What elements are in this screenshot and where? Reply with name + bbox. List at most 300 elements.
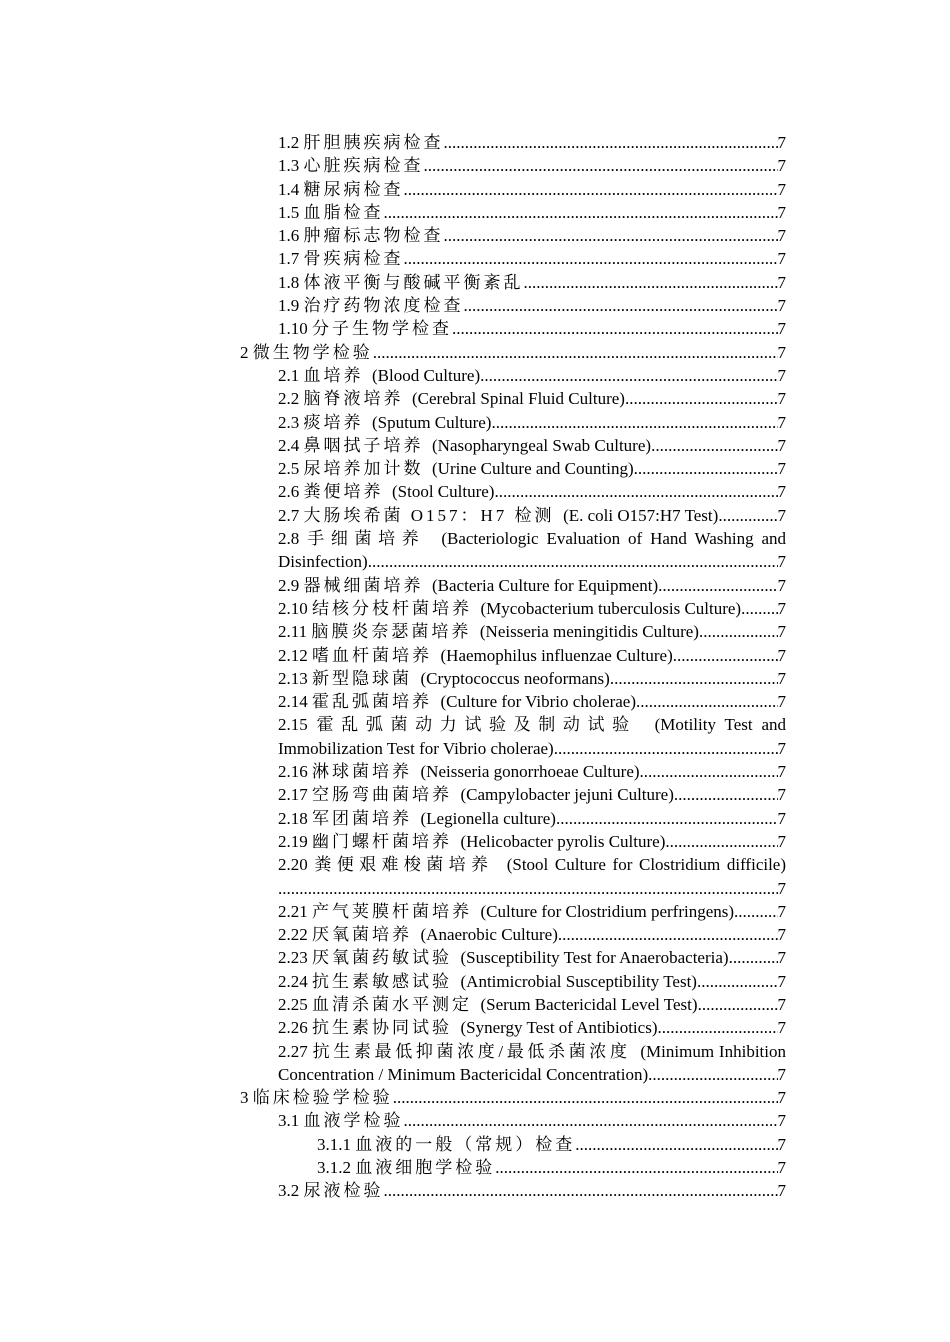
- entry-number: 2.17: [278, 785, 312, 805]
- entry-number: 2.27: [278, 1041, 313, 1061]
- entry-title-en: (Haemophilus influenzae Culture): [440, 645, 673, 665]
- entry-title: [240, 1086, 393, 1109]
- toc-entry[interactable]: [278, 1109, 786, 1132]
- toc-entry[interactable]: [278, 387, 786, 410]
- entry-title-en: (Cryptococcus neoformans): [420, 668, 610, 688]
- toc-entry[interactable]: [278, 364, 786, 387]
- dot-leader: [665, 830, 777, 853]
- page-number[interactable]: 7: [777, 785, 786, 805]
- dot-leader: [741, 597, 777, 620]
- entry-number: 2.24: [278, 971, 312, 991]
- entry-row: [278, 224, 786, 247]
- toc-entry[interactable]: [278, 923, 786, 946]
- entry-row: [240, 341, 786, 364]
- entry-title: [278, 574, 658, 597]
- toc-entry[interactable]: [278, 434, 786, 457]
- entry-title: [278, 387, 625, 410]
- entry-title: [278, 178, 404, 201]
- dot-leader: [464, 294, 778, 317]
- entry-title-cn: 霍乱弧菌培养: [312, 692, 432, 712]
- dot-leader: [494, 480, 777, 503]
- entry-number: 2.13: [278, 668, 312, 688]
- entry-title: [278, 1109, 404, 1132]
- entry-title: [278, 504, 718, 527]
- entry-title-en: (Susceptibility Test for Anaerobacteria): [460, 948, 729, 968]
- entry-title: [278, 364, 480, 387]
- entry-row: [278, 644, 786, 667]
- toc-entry[interactable]: [278, 527, 786, 574]
- toc-entry[interactable]: [278, 411, 786, 434]
- dot-leader: [610, 667, 778, 690]
- toc-entry[interactable]: [278, 1179, 786, 1202]
- entry-title: [278, 1016, 657, 1039]
- entry-row: [278, 154, 786, 177]
- entry-title-en-cont: Concentration / Minimum Bactericidal Concentration): [278, 1064, 649, 1084]
- toc-entry[interactable]: [278, 853, 786, 900]
- entry-number: 1.8: [278, 272, 304, 292]
- entry-title-cn: 粪便艰难梭菌培养: [314, 855, 494, 875]
- entry-title: [278, 970, 697, 993]
- entry-number: 2.23: [278, 948, 312, 968]
- page-number[interactable]: 7: [777, 226, 786, 246]
- entry-number: 3.2: [278, 1181, 304, 1201]
- toc-entry[interactable]: [278, 574, 786, 597]
- dot-leader: [495, 1156, 777, 1179]
- dot-leader: [651, 434, 777, 457]
- entry-number: 2.8: [278, 529, 308, 549]
- entry-title-line: [278, 713, 786, 736]
- toc-entry[interactable]: [278, 783, 786, 806]
- entry-title: [278, 434, 651, 457]
- entry-title: [278, 457, 634, 480]
- entry-number: 2.25: [278, 994, 312, 1014]
- entry-number: 2.20: [278, 855, 315, 875]
- dot-leader: [674, 783, 778, 806]
- entry-title-cn: 微生物学检验: [252, 342, 373, 362]
- page-number[interactable]: 7: [777, 1088, 786, 1108]
- dot-leader: [658, 574, 777, 597]
- page-number[interactable]: 7: [777, 575, 786, 595]
- entry-title-en: (Synergy Test of Antibiotics): [460, 1018, 658, 1038]
- dot-leader: [558, 923, 778, 946]
- entry-title-en: (Neisseria gonorrhoeae Culture): [420, 762, 640, 782]
- entry-row: [278, 993, 786, 1016]
- entry-title-cn: 幽门螺杆菌培养: [312, 831, 452, 851]
- page-number[interactable]: 7: [777, 296, 786, 316]
- entry-row: [278, 783, 786, 806]
- entry-title-en: (Blood Culture): [372, 365, 481, 385]
- entry-leader-line: [278, 737, 786, 760]
- toc-entry[interactable]: [240, 1086, 786, 1109]
- dot-leader: [634, 457, 778, 480]
- entry-number: 1.5: [278, 202, 304, 222]
- entry-title-en: (Anaerobic Culture): [420, 925, 558, 945]
- entry-number: 1.7: [278, 249, 304, 269]
- entry-title: [278, 1179, 384, 1202]
- dot-leader: [657, 1016, 777, 1039]
- entry-number: 3: [240, 1088, 253, 1108]
- entry-title-line: [278, 527, 786, 550]
- entry-title: [317, 1156, 495, 1179]
- entry-number: 2.7: [278, 505, 304, 525]
- page-number[interactable]: 7: [777, 319, 786, 339]
- toc-entry[interactable]: [278, 201, 786, 224]
- toc-entry[interactable]: [278, 644, 786, 667]
- toc-entry[interactable]: [278, 900, 786, 923]
- entry-row: [278, 457, 786, 480]
- entry-title: [240, 341, 373, 364]
- dot-leader: [648, 1063, 777, 1086]
- toc-entry[interactable]: [278, 224, 786, 247]
- entry-title-cn: 临床检验学检验: [252, 1088, 393, 1108]
- toc-entry[interactable]: [278, 317, 786, 340]
- page-number[interactable]: 7: [777, 133, 786, 152]
- entry-title-cn: 肝胆胰疾病检查: [303, 133, 444, 152]
- entry-row: [278, 1109, 786, 1132]
- page-number[interactable]: 7: [777, 365, 786, 385]
- page-number[interactable]: 7: [777, 622, 786, 642]
- entry-title: [278, 131, 444, 154]
- dot-leader: [640, 760, 778, 783]
- page-number[interactable]: 7: [777, 668, 786, 688]
- entry-title: [278, 644, 673, 667]
- entry-title: [278, 830, 665, 853]
- entry-row: [278, 131, 786, 154]
- entry-title-cn: 厌氧菌培养: [312, 925, 412, 945]
- toc-entry[interactable]: [278, 178, 786, 201]
- entry-title-cn: 器械细菌培养: [303, 575, 424, 595]
- entry-title-cn: 血液学检验: [303, 1111, 404, 1131]
- entry-title-line: [278, 1040, 786, 1063]
- entry-title: [278, 690, 636, 713]
- entry-title-cn: 血液细胞学检验: [355, 1158, 496, 1178]
- entry-row: [278, 178, 786, 201]
- entry-number: 2.15: [278, 715, 317, 735]
- entry-number: 2.4: [278, 435, 304, 455]
- entry-title-cn: 肿瘤标志物检查: [303, 226, 444, 246]
- page-number[interactable]: 7: [777, 971, 786, 991]
- entry-title-cn: 糖尿病检查: [303, 179, 404, 199]
- dot-leader: [491, 411, 777, 434]
- toc-entry[interactable]: [278, 713, 786, 760]
- toc-entry[interactable]: [278, 131, 786, 154]
- entry-number: 2.11: [278, 622, 312, 642]
- entry-row: [317, 1156, 786, 1179]
- entry-title-en: (Nasopharyngeal Swab Culture): [432, 435, 652, 455]
- entry-title: [278, 597, 741, 620]
- toc-entry[interactable]: [278, 597, 786, 620]
- entry-row: [278, 434, 786, 457]
- table-of-contents: [0, 131, 950, 1203]
- entry-leader-line: [278, 1063, 786, 1086]
- entry-title-cn: 骨疾病检查: [303, 249, 404, 269]
- entry-title-cn: 产气荚膜杆菌培养: [312, 901, 472, 921]
- toc-entry[interactable]: [278, 620, 786, 643]
- entry-title-en: (Bacteria Culture for Equipment): [432, 575, 659, 595]
- entry-number: 3.1.2: [317, 1158, 356, 1178]
- page-number[interactable]: 7: [777, 1158, 786, 1178]
- toc-entry[interactable]: [278, 946, 786, 969]
- entry-title-en: (Neisseria meningitidis Culture): [479, 622, 699, 642]
- toc-entry[interactable]: [278, 1016, 786, 1039]
- entry-title-cn: 心脏疾病检查: [303, 156, 424, 176]
- entry-row: [278, 201, 786, 224]
- page-number[interactable]: 7: [777, 156, 786, 176]
- entry-row: [278, 411, 786, 434]
- entry-row: [278, 317, 786, 340]
- entry-number: 2.21: [278, 901, 312, 921]
- entry-title-cn: 抗生素最低抑菌浓度/最低杀菌浓度: [312, 1041, 631, 1061]
- entry-number: 2.2: [278, 389, 304, 409]
- entry-row: [278, 970, 786, 993]
- entry-title-en: (E. coli O157:H7 Test): [563, 505, 719, 525]
- page-number[interactable]: 7: [777, 901, 786, 921]
- toc-entry[interactable]: [278, 294, 786, 317]
- entry-title-cn: 体液平衡与酸碱平衡紊乱: [303, 272, 524, 292]
- entry-number: 2.5: [278, 459, 304, 479]
- dot-leader: [404, 247, 778, 270]
- entry-row: [278, 574, 786, 597]
- toc-entry[interactable]: [278, 271, 786, 294]
- dot-leader: [480, 364, 777, 387]
- entry-row: [278, 1179, 786, 1202]
- entry-title: [278, 154, 424, 177]
- page-number[interactable]: 7: [777, 762, 786, 782]
- dot-leader: [556, 807, 778, 830]
- entry-number: 2.19: [278, 831, 312, 851]
- page-number[interactable]: 7: [777, 1134, 786, 1154]
- page-number[interactable]: 7: [777, 645, 786, 665]
- entry-title: [278, 317, 452, 340]
- entry-title: [278, 224, 444, 247]
- page-number[interactable]: 7: [777, 249, 786, 269]
- entry-number: 2.16: [278, 762, 312, 782]
- entry-title-cn: 尿液检验: [303, 1181, 384, 1201]
- dot-leader: [404, 178, 778, 201]
- toc-entry[interactable]: [278, 760, 786, 783]
- dot-leader: [368, 550, 778, 573]
- entry-title-cn: 淋球菌培养: [312, 762, 412, 782]
- entry-row: [278, 807, 786, 830]
- toc-entry[interactable]: [317, 1156, 786, 1179]
- entry-number: 2.14: [278, 692, 312, 712]
- entry-title-en: (Serum Bactericidal Level Test): [480, 994, 698, 1014]
- entry-title: [278, 247, 404, 270]
- page-number[interactable]: 7: [777, 1018, 786, 1038]
- entry-title-cn: 霍乱弧菌动力试验及制动试验: [316, 715, 637, 735]
- entry-row: [278, 387, 786, 410]
- entry-number: 2.18: [278, 808, 312, 828]
- entry-number: 3.1: [278, 1111, 304, 1131]
- dot-leader: [452, 317, 778, 340]
- entry-row: [278, 504, 786, 527]
- entry-number: 1.10: [278, 319, 312, 339]
- entry-number: 2.1: [278, 365, 304, 385]
- entry-number: 2.10: [278, 598, 312, 618]
- dot-leader: [729, 946, 778, 969]
- page-number[interactable]: 7: [777, 738, 786, 758]
- entry-title: [278, 923, 558, 946]
- dot-leader: [636, 690, 777, 713]
- entry-title: [278, 271, 524, 294]
- page-number[interactable]: 7: [777, 552, 786, 572]
- toc-entry[interactable]: [278, 504, 786, 527]
- page-number[interactable]: 7: [777, 272, 786, 292]
- page-number[interactable]: 7: [777, 459, 786, 479]
- page-number[interactable]: 7: [777, 948, 786, 968]
- entry-title-en: (Bacteriologic Evaluation of Hand Washing and: [441, 529, 787, 549]
- entry-row: [278, 760, 786, 783]
- toc-entry[interactable]: [278, 1040, 786, 1087]
- page-number[interactable]: 7: [777, 505, 786, 525]
- entry-number: 2: [240, 342, 253, 362]
- dot-leader: [384, 201, 778, 224]
- entry-number: 1.6: [278, 226, 304, 246]
- dot-leader: [554, 737, 778, 760]
- entry-title-en: (Sputum Culture): [372, 412, 492, 432]
- entry-title-en: (Cerebral Spinal Fluid Culture): [412, 389, 625, 409]
- page-number[interactable]: 7: [777, 692, 786, 712]
- entry-row: [278, 946, 786, 969]
- dot-leader: [393, 1086, 778, 1109]
- page-number[interactable]: 7: [777, 412, 786, 432]
- entry-number: 2.22: [278, 925, 312, 945]
- entry-title-cn: 抗生素协同试验: [312, 1018, 452, 1038]
- entry-title-cn: 新型隐球菌: [312, 668, 412, 688]
- toc-entry[interactable]: [278, 480, 786, 503]
- page-number[interactable]: 7: [777, 808, 786, 828]
- dot-leader: [699, 620, 778, 643]
- entry-title-line: [278, 853, 786, 876]
- entry-number: 1.3: [278, 156, 304, 176]
- page-number[interactable]: 7: [777, 435, 786, 455]
- page-number[interactable]: 7: [777, 878, 786, 898]
- entry-number: 2.26: [278, 1018, 312, 1038]
- dot-leader: [404, 1109, 778, 1132]
- entry-title-en-cont: Disinfection): [278, 552, 368, 572]
- dot-leader: [278, 877, 778, 900]
- toc-entry[interactable]: [278, 247, 786, 270]
- toc-entry[interactable]: [278, 154, 786, 177]
- entry-title-en: (Motility Test and: [654, 715, 787, 735]
- page-number[interactable]: 7: [777, 994, 786, 1014]
- entry-title-en: (Culture for Clostridium perfringens): [480, 901, 735, 921]
- entry-row: [278, 480, 786, 503]
- entry-title-en: (Helicobacter pyrolis Culture): [460, 831, 666, 851]
- page-number[interactable]: 7: [777, 925, 786, 945]
- entry-leader-line: [278, 877, 786, 900]
- dot-leader: [575, 1133, 777, 1156]
- entry-title-cn: 结核分枝杆菌培养: [312, 598, 472, 618]
- entry-title: [317, 1133, 575, 1156]
- entry-title-cn: 尿培养加计数: [303, 459, 424, 479]
- page-number[interactable]: 7: [777, 342, 786, 362]
- toc-entry[interactable]: [278, 667, 786, 690]
- page-number[interactable]: 7: [777, 202, 786, 222]
- page-number[interactable]: 7: [777, 389, 786, 409]
- entry-title: [278, 480, 494, 503]
- toc-entry[interactable]: [240, 341, 786, 364]
- dot-leader: [698, 993, 778, 1016]
- dot-leader: [673, 644, 778, 667]
- dot-leader: [718, 504, 777, 527]
- toc-entry[interactable]: [317, 1133, 786, 1156]
- entry-number: 3.1.1: [317, 1134, 356, 1154]
- entry-title-cn: 军团菌培养: [312, 808, 412, 828]
- entry-title-en: (Stool Culture for Clostridium difficile): [506, 855, 787, 875]
- entry-title-cn: 治疗药物浓度检查: [303, 296, 464, 316]
- entry-title-cn: 抗生素敏感试验: [312, 971, 452, 991]
- toc-entry[interactable]: [278, 690, 786, 713]
- entry-number: 1.2: [278, 133, 304, 152]
- entry-number: 2.6: [278, 482, 304, 502]
- entry-title-en: (Stool Culture): [392, 482, 495, 502]
- entry-title: [278, 760, 640, 783]
- page-number[interactable]: 7: [777, 598, 786, 618]
- toc-entry[interactable]: [278, 993, 786, 1016]
- entry-title-cn: 血液的一般（常规）检查: [355, 1134, 576, 1154]
- entry-title-en: (Mycobacterium tuberculosis Culture): [480, 598, 742, 618]
- entry-title-cn: 粪便培养: [303, 482, 384, 502]
- entry-title-cn: 嗜血杆菌培养: [312, 645, 432, 665]
- entry-title-en-cont: Immobilization Test for Vibrio cholerae): [278, 738, 554, 758]
- entry-title: [278, 783, 674, 806]
- toc-entry[interactable]: [278, 457, 786, 480]
- dot-leader: [734, 900, 777, 923]
- dot-leader: [424, 154, 778, 177]
- page-number[interactable]: 7: [777, 1064, 786, 1084]
- entry-title-cn: 手细菌培养: [307, 529, 426, 549]
- entry-number: 1.4: [278, 179, 304, 199]
- entry-title: [278, 900, 734, 923]
- entry-number: 1.9: [278, 296, 304, 316]
- entry-title-en: (Urine Culture and Counting): [432, 459, 634, 479]
- entry-title-cn: 血脂检查: [303, 202, 384, 222]
- dot-leader: [625, 387, 778, 410]
- entry-number: 2.3: [278, 412, 304, 432]
- entry-title: [278, 993, 698, 1016]
- entry-title-cn: 鼻咽拭子培养: [303, 435, 424, 455]
- entry-row: [278, 900, 786, 923]
- page-number[interactable]: 7: [777, 831, 786, 851]
- entry-title-cn: 血培养: [303, 365, 364, 385]
- entry-leader-line: [278, 550, 786, 573]
- entry-title-cn: 血清杀菌水平测定: [312, 994, 472, 1014]
- page-number[interactable]: 7: [777, 1111, 786, 1131]
- entry-row: [278, 667, 786, 690]
- entry-title-cn: 厌氧菌药敏试验: [312, 948, 452, 968]
- entry-title-en: (Antimicrobial Susceptibility Test): [460, 971, 697, 991]
- toc-entry[interactable]: [278, 970, 786, 993]
- dot-leader: [384, 1179, 778, 1202]
- entry-row: [278, 690, 786, 713]
- entry-title-cn: 分子生物学检查: [312, 319, 452, 339]
- dot-leader: [444, 131, 778, 154]
- entry-title-en: (Legionella culture): [420, 808, 556, 828]
- page-number[interactable]: 7: [777, 179, 786, 199]
- entry-title: [278, 807, 556, 830]
- toc-entry[interactable]: [278, 807, 786, 830]
- entry-title-en: (Campylobacter jejuni Culture): [460, 785, 674, 805]
- entry-number: 2.12: [278, 645, 312, 665]
- page-number[interactable]: 7: [777, 482, 786, 502]
- entry-title: [278, 667, 610, 690]
- toc-entry[interactable]: [278, 830, 786, 853]
- entry-row: [278, 923, 786, 946]
- dot-leader: [444, 224, 778, 247]
- entry-title-cn: 脑脊液培养: [303, 389, 404, 409]
- page-number[interactable]: 7: [777, 1181, 786, 1201]
